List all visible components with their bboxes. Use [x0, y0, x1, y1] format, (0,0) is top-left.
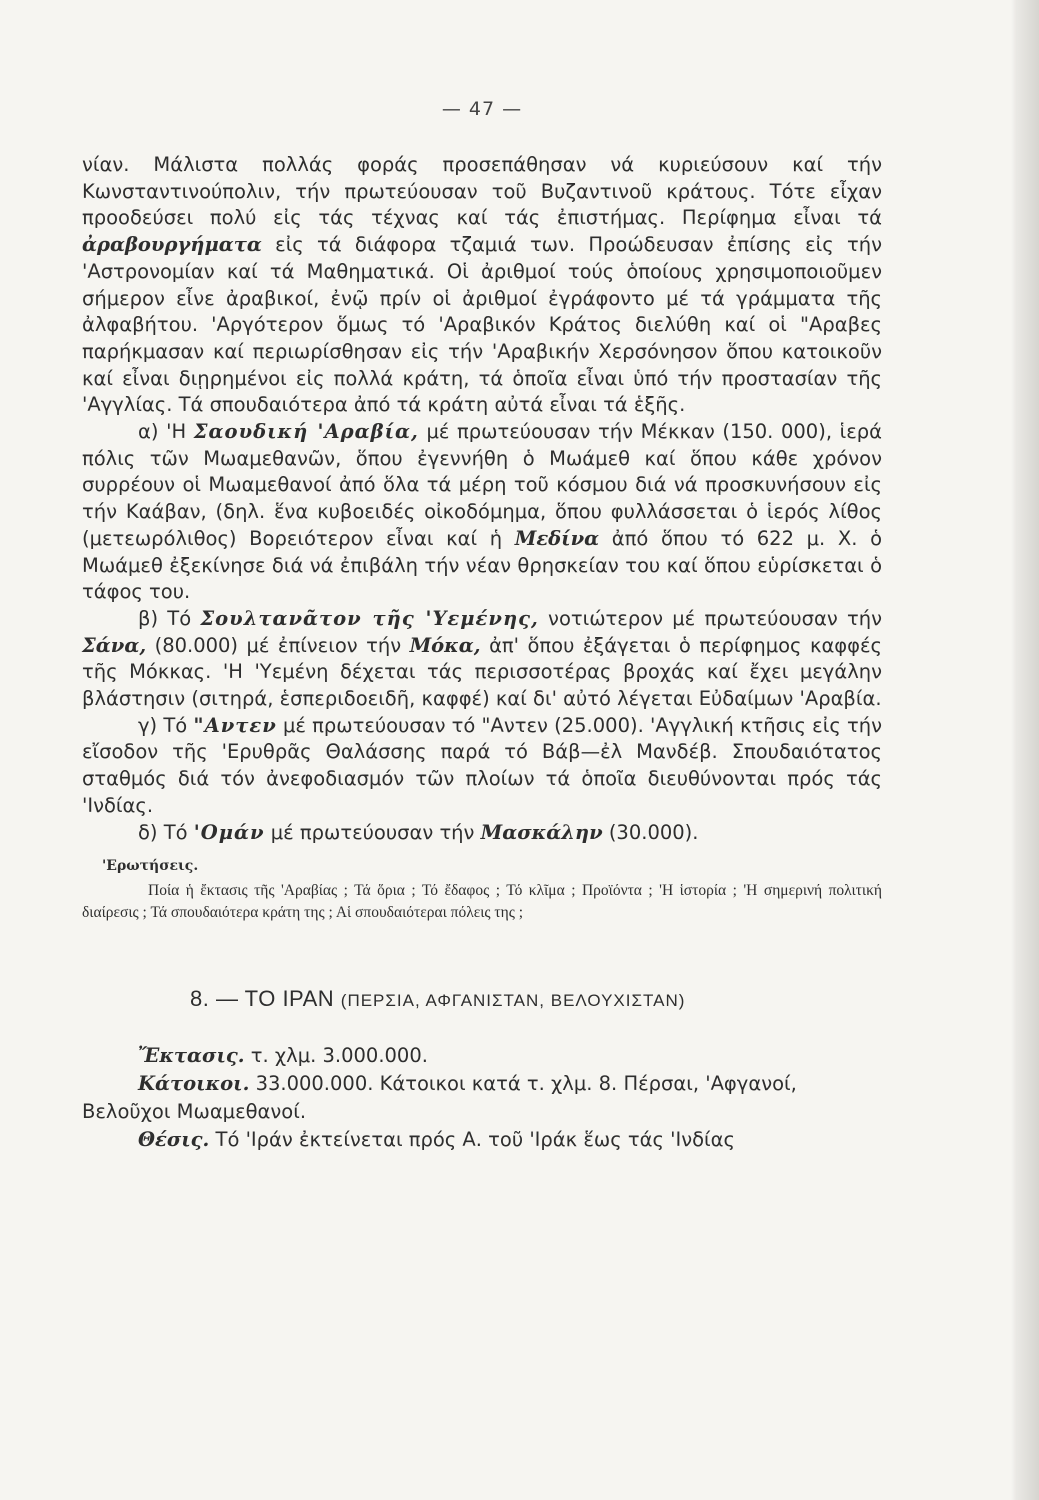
- section-title-main: 8. — ΤΟ ΙΡΑΝ: [190, 986, 335, 1012]
- city-muscat: Μασκάλην: [480, 820, 603, 844]
- population-value: 33.000.000. Κάτοικοι κατά τ. χλμ. 8. Πέρσαι, 'Αφγανοί, Βελοῦχοι Μωαμεθανοί.: [82, 1072, 797, 1124]
- population-label: Κάτοικοι.: [138, 1072, 250, 1096]
- city-sana: Σάνα,: [82, 633, 147, 657]
- iran-facts: [82, 1042, 882, 1154]
- fact-position: [82, 1126, 882, 1154]
- term-arabesques: ἀραβουργήματα: [82, 233, 262, 257]
- section-subtitle: (ΠΕΡΣΙΑ, ΑΦΓΑΝΙΣΤΑΝ, ΒΕΛΟΥΧΙΣΤΑΝ): [340, 991, 686, 1011]
- fact-area: [82, 1042, 882, 1070]
- state-name-oman: 'Ομάν: [193, 820, 265, 844]
- page-number: — 47 —: [441, 98, 523, 120]
- area-label: Ἔκτασις.: [138, 1044, 245, 1068]
- item-saudi-arabia: α) 'Η Σαουδική 'Αραβία, μέ πρωτεύουσαν τήν Μέκκαν (150. 000), ἱερά πόλις τῶν Μωαμεθανῶν, ὅπου ἐγεννήθη ὁ Μωάμεθ καί ὅπου κάθε χρόνον συρρέουν οἱ Μωαμεθανοί ἀπό ὅλα τά μέρη τοῦ κόσμου διά νά προσκυνήσουν εἰς τήν Καάβαν, (δηλ. ἕνα κυβοειδές οἰκοδόμημα, ὅπου φυλλάσσεται ὁ ἱερός λίθος (μετεωρόλιθος) Βορειότερον εἶναι καί ἡ Μεδίνα ἀπό ὅπου τό 622 μ. Χ. ὁ Μωάμεθ ἐξεκίνησε διά νά ἐπιβάλη τήν νέαν θρησκείαν του καί ὅπου εὑρίσκεται ὁ τάφος του.: [82, 420, 883, 604]
- state-name-saudi: Σαουδική 'Αραβία,: [193, 420, 419, 444]
- page-edge: [1017, 0, 1039, 1500]
- arabia-text: [82, 152, 882, 846]
- area-value: τ. χλμ. 3.000.000.: [250, 1044, 428, 1068]
- item-aden: γ) Τό "Αντεν μέ πρωτεύουσαν τό "Αντεν (25.000). 'Αγγλική κτῆσις εἰς τήν εἴσοδον τῆς 'Ερυθρᾶς Θαλάσσης παρά τό Βάβ—ἐλ Μανδέβ. Σπουδαιότατος σταθμός διά τόν ἀνεφοδιασμόν τῶν πλοίων τά ὁποῖα διευθύνονται πρός τάς 'Ινδίας.: [82, 713, 882, 817]
- fact-population: [82, 1070, 882, 1126]
- city-medina: Μεδίνα: [514, 526, 600, 550]
- section-title: [190, 986, 882, 1012]
- item-oman: δ) Τό 'Ομάν μέ πρωτεύουσαν τήν Μασκάλην (30.000).: [138, 820, 699, 844]
- position-value: Τό 'Ιράν ἐκτείνεται πρός Α. τοῦ 'Ιράκ ἕως τάς 'Ινδίας: [215, 1128, 735, 1152]
- questions-heading: 'Ερωτήσεις.: [102, 858, 199, 875]
- state-name-aden: "Αντεν: [193, 713, 277, 737]
- city-mocha: Μόκα,: [409, 633, 481, 657]
- questions-text: Ποία ἡ ἔκτασις τῆς 'Αραβίας ; Τά ὅρια ; Τό ἔδαφος ; Τό κλῖμα ; Προϊόντα ; 'Η ἱστορία ; 'Η σημερινή πολιτική διαίρεσις ; Τά σπουδαιότερα κράτη της ; Αἱ σπουδαιότεραι πόλεις της ;: [82, 882, 882, 922]
- position-label: Θέσις.: [138, 1128, 210, 1152]
- book-page: [82, 98, 882, 1154]
- state-name-yemen: Σουλτανᾶτον τῆς 'Υεμένης,: [200, 606, 539, 630]
- paragraph-history: νίαν. Μάλιστα πολλάς φοράς προσεπάθησαν νά κυριεύσουν καί τήν Κωνσταντινούπολιν, τήν πρωτεύουσαν τοῦ Βυζαντινοῦ κράτους. Τότε εἶχαν προοδεύσει πολύ εἰς τάς τέχνας καί τάς ἐπιστήμας. Περίφημα εἶναι τά ἀραβουργήματα εἰς τά διάφορα τζαμιά των. Προώδευσαν ἐπίσης εἰς τήν 'Αστρονομίαν καί τά Μαθηματικά. Οἱ ἀριθμοί τούς ὁποίους χρησιμοποιοῦμεν σήμερον εἶνε ἀραβικοί, ἐνῷ πρίν οἱ ἀριθμοί ἐγράφοντο μέ τά γράμματα τῆς ἀλφαβήτου. 'Αργότερον ὅμως τό 'Αραβικόν Κράτος διελύθη καί οἱ "Αραβες παρήκμασαν καί περιωρίσθησαν εἰς τήν 'Αραβικήν Χερσόνησον ὅπου κατοικοῦν καί εἶναι διῃρημένοι εἰς πολλά κράτη, τά ὁποῖα εἶναι ὑπό τήν προστασίαν τῆς 'Αγγλίας. Τά σπουδαιότερα ἀπό τά κράτη αὐτά εἶναι τά ἑξῆς.: [82, 153, 882, 417]
- item-yemen: β) Τό Σουλτανᾶτον τῆς 'Υεμένης, νοτιώτερον μέ πρωτεύουσαν τήν Σάνα, (80.000) μέ ἐπίνειον τήν Μόκα, ἀπ' ὅπου ἐξάγεται ὁ περίφημος καφφές τῆς Μόκκας. 'Η 'Υεμένη δέχεται τάς περισσοτέρας βροχάς καί ἔχει μεγάλην βλάστησιν (σιτηρά, ἑσπεριδοειδῆ, καφφέ) καί δι' αὐτό λέγεται Εὐδαίμων 'Αραβία.: [82, 606, 883, 711]
